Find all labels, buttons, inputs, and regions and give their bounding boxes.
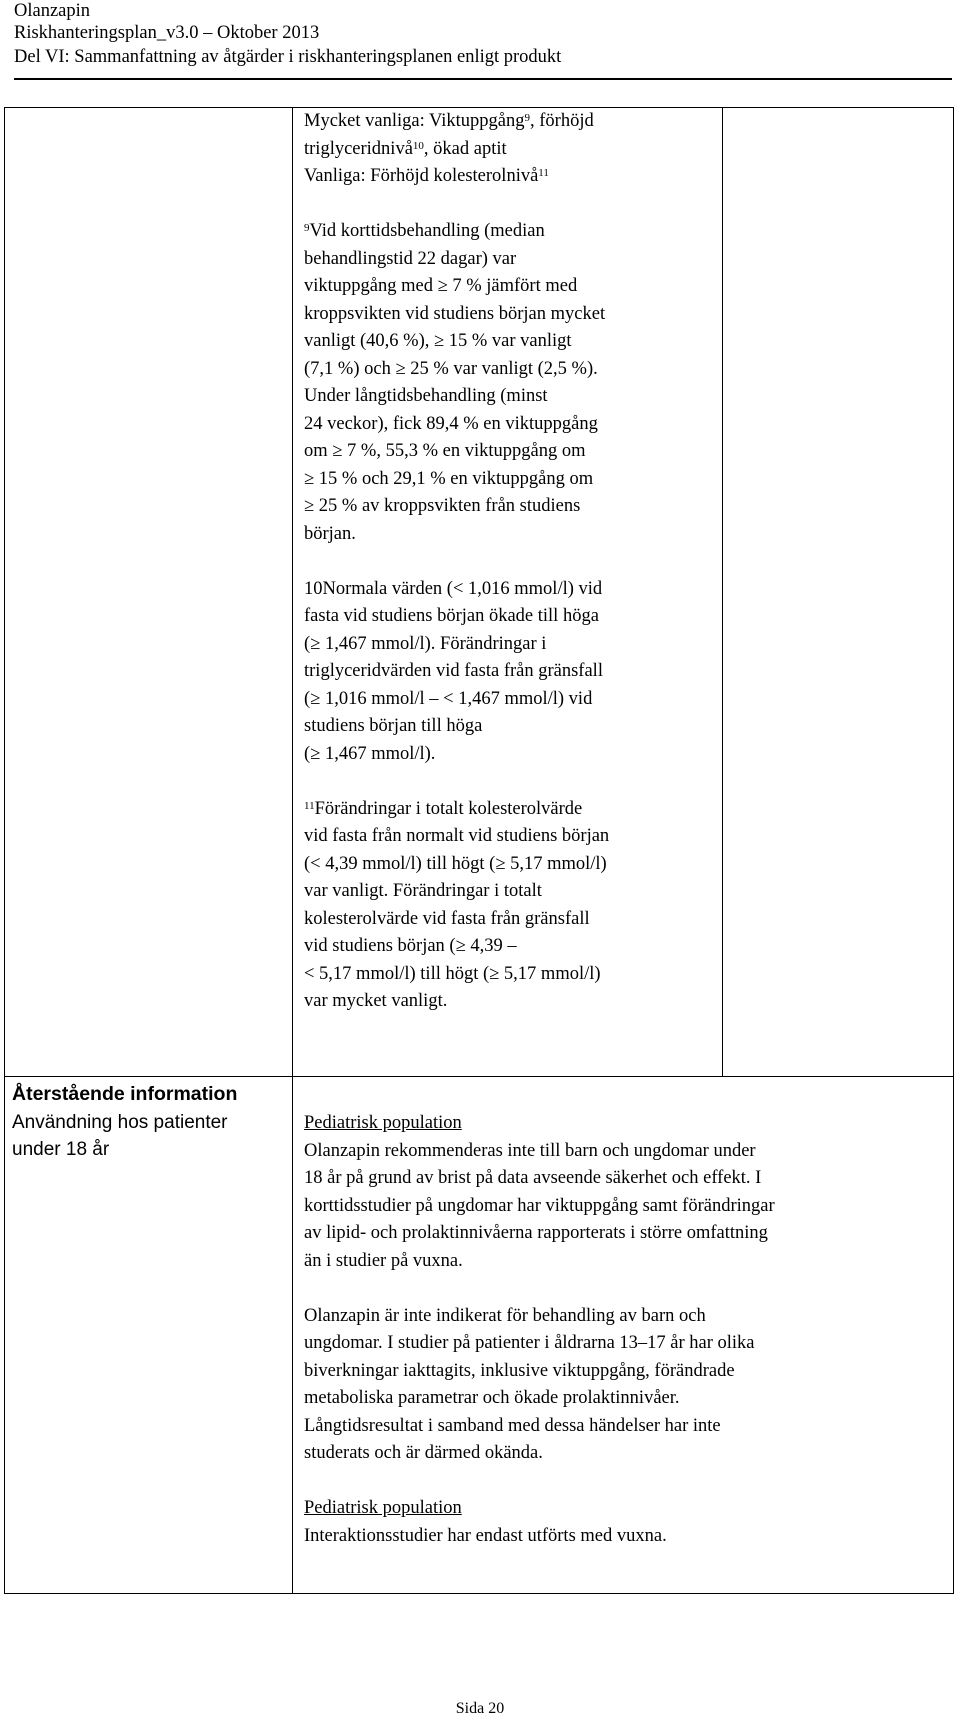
table-divider-horizontal xyxy=(4,1076,954,1077)
header-product: Olanzapin xyxy=(14,1,91,21)
footnote-9-line: $^9$Vid korttidsbehandling (median xyxy=(304,221,545,241)
table-divider-vertical xyxy=(292,107,293,1594)
common-line: Vanliga: Förhöjd kolesterolnivå$^{11}$ xyxy=(304,166,549,186)
table-divider-vertical-right xyxy=(722,107,723,1077)
pediatric-population-title-2: Pediatrisk population xyxy=(304,1498,462,1518)
footnote-10-line: 10Normala värden (< 1,016 mmol/l) vid xyxy=(304,578,603,599)
header-section: Del VI: Sammanfattning av åtgärder i riskhanteringsplanen enligt produkt xyxy=(14,47,562,67)
page-number: Sida 20 xyxy=(455,1700,505,1717)
very-common-line-2: triglyceridnivå$^{10}$, ökad aptit xyxy=(304,138,507,159)
use-in-children-label: Användning hos patienter xyxy=(12,1111,228,1133)
remaining-information-heading: Återstående information xyxy=(12,1083,238,1105)
very-common-line: Mycket vanliga: Viktuppgång$^9$, förhöjd xyxy=(304,111,594,131)
lower-left-cell: Återstående information Användning hos patienter under 18 år xyxy=(12,1083,238,1160)
header-document: Riskhanteringsplan_v3.0 – Oktober 2013 xyxy=(14,23,320,43)
footnote-11-line: $^{11}$Förändringar i totalt kolesterolvärde xyxy=(304,798,583,819)
header-rule xyxy=(14,78,952,80)
pediatric-population-title: Pediatrisk population xyxy=(304,1113,462,1133)
upper-cell-text: Mycket vanliga: Viktuppgång$^9$, förhöjd triglyceridnivå$^{10}$, ökad aptit Vanliga: Förhöjd kolesterolnivå$^{11}$ $^9$Vid korttidsbehandling (median behandlingstid 22 dagar) var viktuppgång med ≥ 7 % jämfört med kroppsvikten vid studiens början mycket vanligt (40,6 %), ≥ 15 % var vanligt (7,1 %) och ≥ 25 % var vanligt (2,5 %). Under långtidsbehandling (minst 24 veckor), fick 89,4 % en viktuppgång om ≥ 7 %, 55,3 % en viktuppgång om ≥ 15 % och 29,1 % en viktuppgång om ≥ 25 % av kroppsvikten från studiens början. 10Normala värden (< 1,016 mmol/l) vid fasta vid studiens början ökade till höga (≥ 1,467 mmol/l). Förändringar i triglyceridvärden vid fasta från gränsfall (≥ 1,016 mmol/l – < 1,467 mmol/l) vid studiens början till höga (≥ 1,467 mmol/l). $^{11}$Förändringar i totalt kolesterolvärde vid fasta från normalt vid studiens början (< 4,39 mmol/l) till högt (≥ 5,17 mmol/l) var vanligt. Förändringar i totalt kolesterolvärde vid fasta från gränsfall vid studiens början (≥ 4,39 – < 5,17 mmol/l) till högt (≥ 5,17 mmol/l) var mycket vanligt. xyxy=(304,108,609,1016)
lower-right-cell: Pediatrisk population Olanzapin rekommenderas inte till barn och ungdomar under 18 år på grund av brist på data avseende säkerhet och effekt. I korttidsstudier på ungdomar har viktuppgång samt förändringar av lipid- och prolaktinnivåerna rapporterats i större omfattning än i studier på vuxna. Olanzapin är inte indikerat för behandling av barn och ungdomar. I studier på patienter i åldrarna 13–17 år har olika biverkningar iakttagits, inklusive viktuppgång, förändrade metaboliska parametrar och ökade prolaktinnivåer. Långtidsresultat i samband med dessa händelser har inte studerats och är därmed okända. Pediatrisk population Interaktionsstudier har endast utförts med vuxna. xyxy=(304,1110,775,1550)
